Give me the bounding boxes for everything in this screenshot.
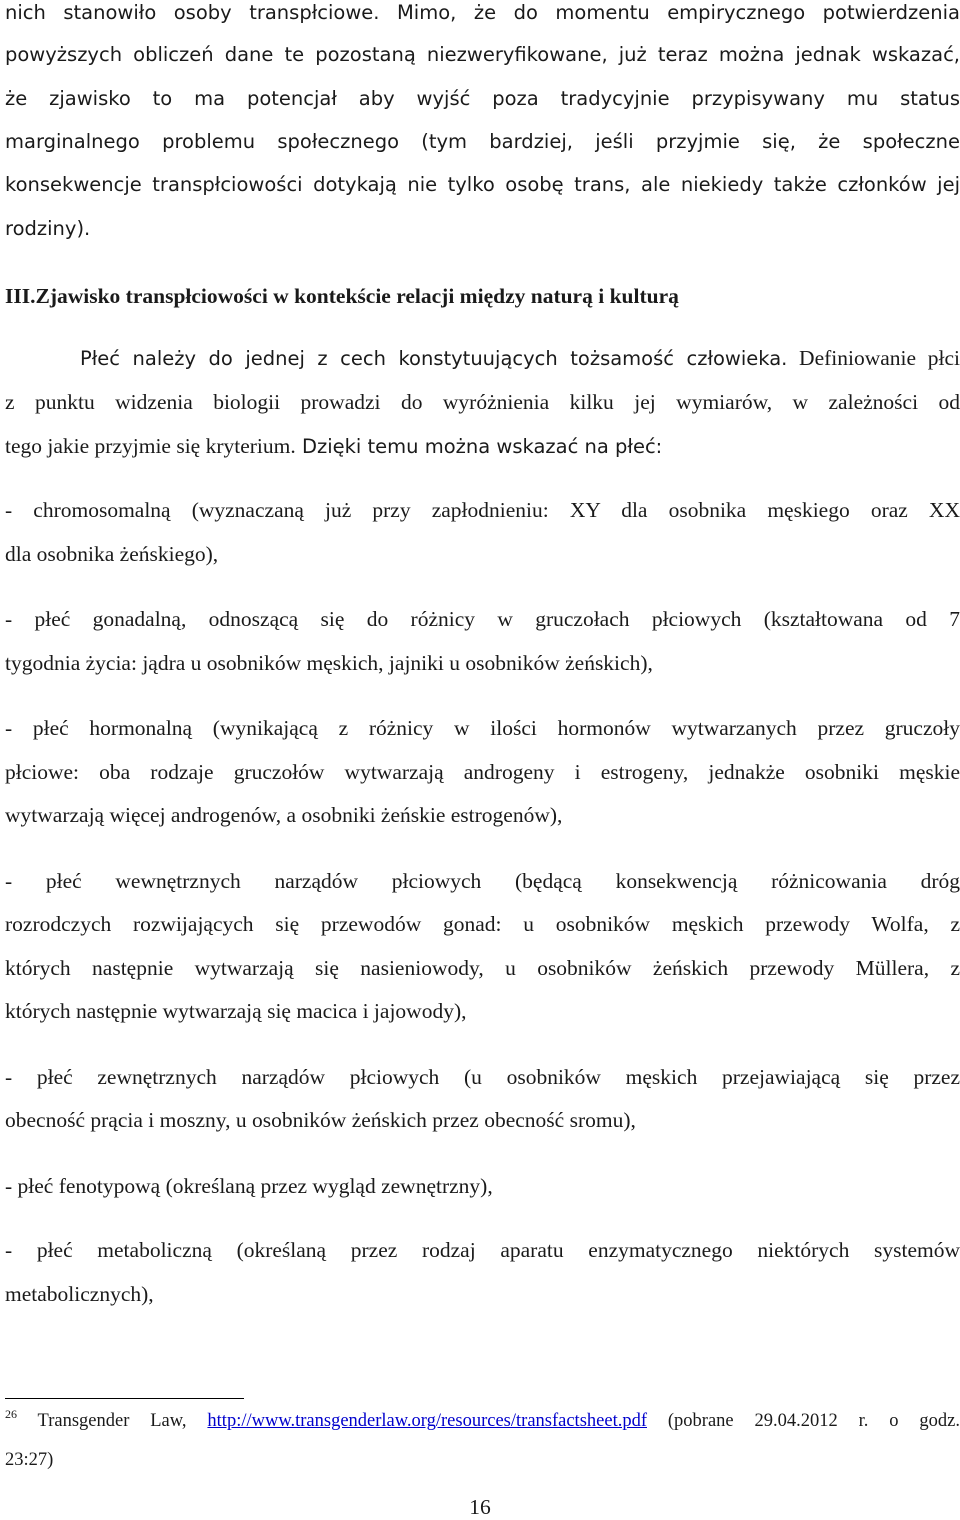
paragraph-1-line-4: marginalnego problemu społecznego (tym bardziej, jeśli przyjmie się, że społeczne [5, 130, 960, 153]
footnote-separator [5, 1398, 244, 1399]
section-heading: III.Zjawisko transpłciowości w kontekście relacji między naturą i kulturą [5, 284, 679, 308]
footnote-line-2: 23:27) [5, 1450, 54, 1470]
list-item-phenotypic: - płeć fenotypową (określaną przez wygląd zewnętrzny), [5, 1174, 493, 1198]
list-item-hormonal-line-1: - płeć hormonalną (wynikającą z różnicy w ilości hormonów wytwarzanych przez gruczoły [5, 716, 960, 740]
footnote-link[interactable]: http://www.transgenderlaw.org/resources/transfactsheet.pdf [207, 1411, 647, 1431]
list-item-internal-line-4: których następnie wytwarzają się macica i jajowody), [5, 999, 467, 1023]
footnote-source: Transgender Law, [17, 1411, 208, 1431]
list-item-internal-line-1: - płeć wewnętrznych narządów płciowych (będącą konsekwencją różnicowania dróg [5, 869, 960, 893]
list-item-chromosomal-line-2: dla osobnika żeńskiego), [5, 542, 219, 566]
list-item-metabolic-line-2: metabolicznych), [5, 1282, 154, 1306]
footnote-line-1 [5, 1407, 960, 1433]
paragraph-2-serif-part: tego jakie przyjmie się kryterium. [5, 434, 296, 458]
list-item-internal-line-2: rozrodczych rozwijających się przewodów gonad: u osobników męskich przewody Wolfa, z [5, 912, 960, 936]
paragraph-2-line-3 [5, 433, 960, 462]
paragraph-2-line-1 [80, 345, 960, 374]
paragraph-2-line-2: z punktu widzenia biologii prowadzi do wyróżnienia kilku jej wymiarów, w zależności od [5, 390, 960, 414]
list-item-metabolic-line-1: - płeć metaboliczną (określaną przez rodzaj aparatu enzymatycznego niektórych systemów [5, 1238, 960, 1262]
paragraph-2-sans-part: Dzięki temu można wskazać na płeć: [295, 435, 663, 458]
list-item-chromosomal-line-1: - chromosomalną (wyznaczaną już przy zapłodnieniu: XY dla osobnika męskiego oraz XX [5, 498, 960, 522]
paragraph-1-line-2: powyższych obliczeń dane te pozostaną niezweryfikowane, już teraz można jednak wskazać, [5, 43, 960, 66]
paragraph-1-line-5: konsekwencje transpłciowości dotykają nie tylko osobę trans, ale niekiedy także członków jej [5, 173, 960, 196]
paragraph-1-line-1: nich stanowiło osoby transpłciowe. Mimo, że do momentu empirycznego potwierdzenia [5, 1, 960, 24]
list-item-hormonal-line-2: płciowe: oba rodzaje gruczołów wytwarzają androgeny i estrogeny, jednakże osobniki męskie [5, 760, 960, 784]
paragraph-1-line-6: rodziny). [5, 217, 91, 240]
paragraph-2-serif-part: Definiowanie płci [787, 346, 960, 370]
list-item-external-line-2: obecność prącia i moszny, u osobników żeńskich przez obecność sromu), [5, 1108, 636, 1132]
list-item-gonadal-line-1: - płeć gonadalną, odnoszącą się do różnicy w gruczołach płciowych (kształtowana od 7 [5, 607, 960, 631]
paragraph-1-line-3: że zjawisko to ma potencjał aby wyjść poza tradycyjnie przypisywany mu status [5, 87, 960, 110]
list-item-internal-line-3: których następnie wytwarzają się nasieniowody, u osobników żeńskich przewody Müllera, z [5, 956, 960, 980]
footnote-number: 26 [5, 1407, 17, 1421]
list-item-external-line-1: - płeć zewnętrznych narządów płciowych (u osobników męskich przejawiającą się przez [5, 1065, 960, 1089]
page-number: 16 [469, 1495, 491, 1519]
footnote-access-date: (pobrane 29.04.2012 r. o godz. [647, 1411, 960, 1431]
paragraph-2-sans-part: Płeć należy do jednej z cech konstytuujących tożsamość człowieka. [80, 347, 788, 370]
list-item-gonadal-line-2: tygodnia życia: jądra u osobników męskich, jajniki u osobników żeńskich), [5, 651, 653, 675]
list-item-hormonal-line-3: wytwarzają więcej androgenów, a osobniki żeńskie estrogenów), [5, 803, 563, 827]
